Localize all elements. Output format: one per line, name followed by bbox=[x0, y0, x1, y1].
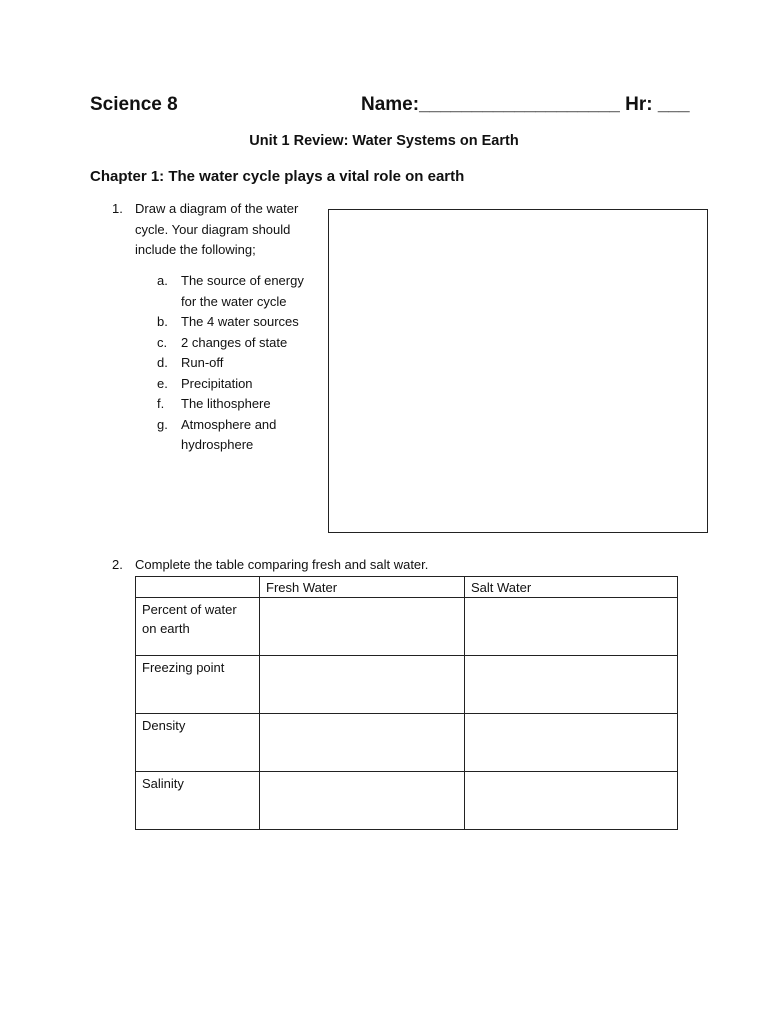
salt-water-answer-cell[interactable] bbox=[465, 714, 678, 772]
list-item bbox=[157, 394, 321, 415]
course-title: Science 8 bbox=[90, 94, 178, 115]
name-hour-field: Name:___________________ Hr: ___ bbox=[361, 94, 690, 115]
table-row bbox=[136, 656, 678, 714]
list-item-letter: c. bbox=[157, 334, 168, 350]
diagram-answer-box[interactable] bbox=[328, 209, 708, 533]
fresh-water-answer-cell[interactable] bbox=[260, 656, 465, 714]
table-header-fresh-water: Fresh Water bbox=[260, 577, 465, 598]
table-header-empty bbox=[136, 577, 260, 598]
question-2-text: Complete the table comparing fresh and salt water. bbox=[135, 557, 429, 572]
list-item-text: The 4 water sources bbox=[181, 314, 299, 329]
list-item-letter: b. bbox=[157, 314, 168, 329]
table-row bbox=[136, 772, 678, 830]
question-1-requirements-list bbox=[157, 271, 321, 456]
table-row bbox=[136, 598, 678, 656]
table-header-row bbox=[136, 577, 678, 598]
table-header-salt-water: Salt Water bbox=[465, 577, 678, 598]
list-item bbox=[157, 353, 321, 374]
fresh-water-answer-cell[interactable] bbox=[260, 772, 465, 830]
question-2-number: 2. bbox=[112, 557, 123, 572]
fresh-water-answer-cell[interactable] bbox=[260, 714, 465, 772]
row-label: Density bbox=[136, 714, 260, 772]
question-1-number: 1. bbox=[112, 201, 123, 216]
salt-water-answer-cell[interactable] bbox=[465, 656, 678, 714]
list-item-text: Precipitation bbox=[181, 375, 253, 391]
chapter-heading: Chapter 1: The water cycle plays a vital role on earth bbox=[90, 168, 465, 185]
fresh-salt-comparison-table bbox=[135, 576, 678, 830]
list-item-letter: a. bbox=[157, 273, 168, 288]
unit-title: Unit 1 Review: Water Systems on Earth bbox=[249, 133, 519, 149]
row-label: Freezing point bbox=[136, 656, 260, 714]
list-item-text: 2 changes of state bbox=[181, 334, 288, 350]
list-item-letter: f. bbox=[157, 396, 165, 411]
row-label: Salinity bbox=[136, 772, 260, 830]
list-item bbox=[157, 312, 321, 333]
table-row bbox=[136, 714, 678, 772]
list-item-text: The source of energy for the water cycle bbox=[181, 273, 304, 309]
list-item-letter: g. bbox=[157, 416, 168, 432]
fresh-water-answer-cell[interactable] bbox=[260, 598, 465, 656]
list-item-text: The lithosphere bbox=[181, 396, 271, 411]
list-item-text: Atmosphere and hydrosphere bbox=[181, 416, 277, 452]
list-item bbox=[157, 415, 321, 456]
salt-water-answer-cell[interactable] bbox=[465, 772, 678, 830]
list-item-text: Run-off bbox=[181, 355, 224, 370]
row-label: Percent of water on earth bbox=[136, 598, 260, 656]
list-item bbox=[157, 333, 321, 354]
salt-water-answer-cell[interactable] bbox=[465, 598, 678, 656]
list-item-letter: e. bbox=[157, 375, 168, 391]
list-item-letter: d. bbox=[157, 355, 168, 370]
list-item bbox=[157, 271, 321, 312]
list-item bbox=[157, 374, 321, 395]
question-1-text: Draw a diagram of the water cycle. Your diagram should include the following; bbox=[135, 201, 299, 257]
